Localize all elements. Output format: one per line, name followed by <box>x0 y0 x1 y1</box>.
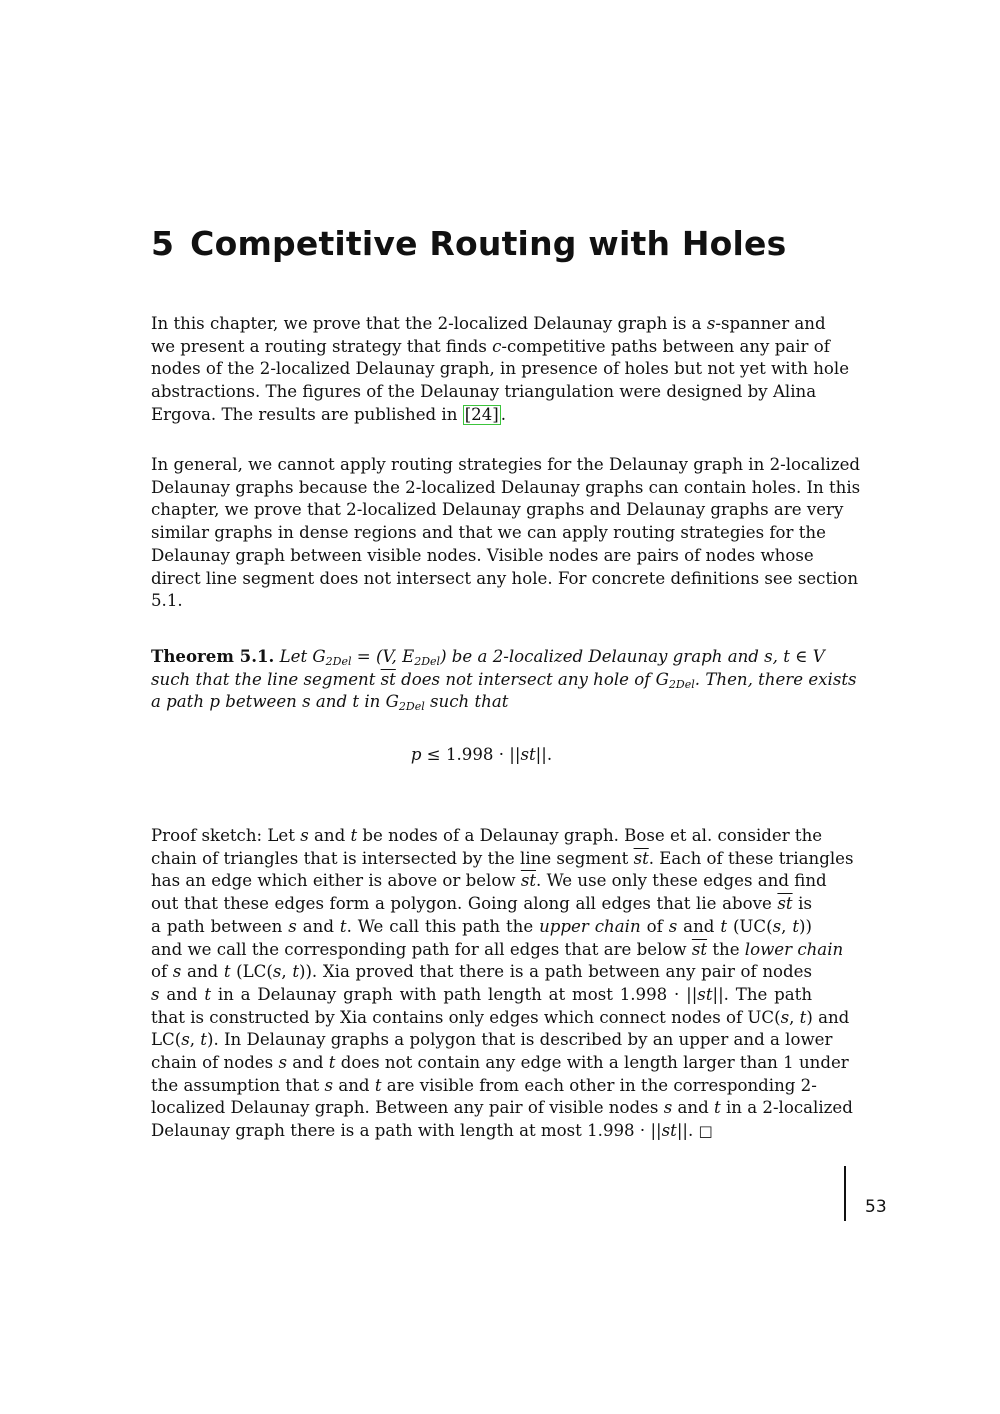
general-paragraph: In general, we cannot apply routing strategies for the Delaunay graph in 2-localized Delaunay graphs because the 2-localized Delaunay graphs can contain holes. In this chapter, we prove that 2-localized Delaunay graphs and Delaunay graphs are very similar graphs in dense regions and that we can apply routing strategies for the Delaunay graph between visible nodes. Visible nodes are pairs of nodes whose direct line segment does not intersect any hole. For concrete definitions see section 5.1. <box>151 455 861 611</box>
chapter-heading <box>151 224 786 263</box>
intro-paragraph: In this chapter, we prove that the 2-localized Delaunay graph is a s-spanner and we present a routing strategy that finds c-competitive paths between any pair of nodes of the 2-localized Delaunay graph, in presence of holes but not yet with hole abstractions. The figures of the Delaunay triangulation were designed by Alina Ergova. The results are published in [24] . <box>151 314 850 424</box>
theorem-statement: Theorem 5.1. Let $G_{2Del} = (V$, $E_{2Del}$) be a 2-localized Delaunay graph and s, t ∈ V such that the line segment $\overline{st}$ does not intersect any hole of $G_{2Del}$. Then, there exists a path p between s and t in $G_{2Del}$ such that <box>151 646 857 714</box>
qed-symbol: □ <box>698 1122 713 1141</box>
proof-sketch-paragraph: Proof sketch: Let s and t be nodes of a Delaunay graph. Bose et al. consider the chain of triangles that is intersected by the line segment $\overline{st}$. Each of these triangles has an edge which either is above or below $\overline{st}$. We use only these edges and find out that these edges form a polygon. Going along all edges that lie above $\overline{st}$ is a path between s and t. We call this path the upper chain of s and t (UC(s, t)) and we call the corresponding path for all edges that are below $\overline{st}$ the lower chain of s and t (LC(s, t)). Xia proved that there is a path between any pair of nodes s and t in a Delaunay graph with path length at most 1.998 · ||st||. The path that is constructed by Xia contains only edges which connect nodes of UC(s, t) and LC(s, t). In Delaunay graphs a polygon that is described by an upper and a lower chain of nodes s and t does not contain any edge with a length larger than 1 under the assumption that s and t are visible from each other in the corresponding 2- localized Delaunay graph. Between any pair of visible nodes s and t in a 2-localized Delaunay graph there is a path with length at most 1.998 · ||st||. □ <box>151 826 854 1141</box>
chapter-title: Competitive Routing with Holes <box>190 224 787 263</box>
theorem-label: Theorem 5.1. <box>151 646 275 666</box>
page-number: 53 <box>865 1197 887 1217</box>
theorem-equation: p ≤ 1.998 · ||st||. <box>410 745 553 764</box>
citation-link[interactable]: [24] <box>464 404 499 424</box>
chapter-number: 5 <box>151 224 175 263</box>
page-number-rule <box>844 1166 846 1221</box>
